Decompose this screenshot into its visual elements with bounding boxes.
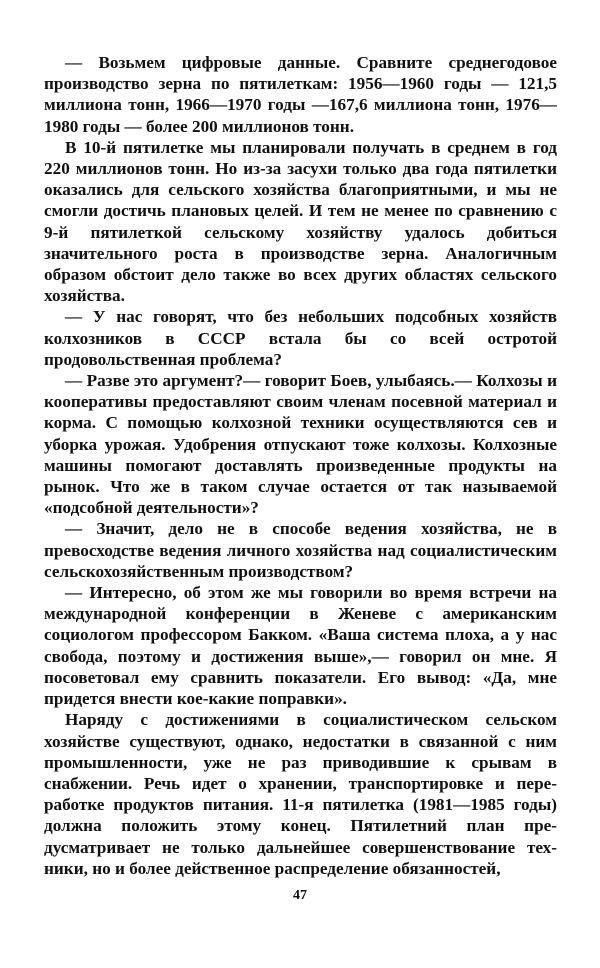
paragraph-tenth-five-year-plan: В 10-й пятилетке мы планировали получать в среднем в год 220 миллионов тонн. Но из-за засухи только два года пятилетки оказались для сельского хозяйства благоприятными, и мы не смогли достичь плановых целей. И тем не менее по сравнению с 9-й пятилеткой сельскому хозяйству удалось добиться значительного роста в производстве зерна. Аналогичным образом обстоит дело также во всех других областях сельского хозяйства. [44, 137, 557, 306]
paragraph-shortcomings: Наряду с достижениями в социалистическом сельском хозяйстве существуют, однако, недостатки в связанной с ним промышленности, уже не раз приводившие к срывам в снабжении. Речь идет о хранении, транспортировке и переработке продуктов питания. 11-я пятилетка (1981—1985 годы) должна положить этому конец. Пятилетний план предусматривает не только дальнейшее совершенствование техники, но и более действенное распределение обязанностей, [44, 710, 557, 878]
page-number: 47 [293, 888, 307, 903]
paragraph-boev-answer: — Разве это аргумент?— говорит Боев, улыбаясь.— Колхозы и кооперативы предоставляют своим членам посевной материал и корма. С помощью колхозной техники осуществляются сев и уборка урожая. Удобрения отпускают тоже колхозы. Колхозные машины помогают доставлять произведенные продукты на рынок. Что же в таком случае остается от так называемой «подсобной деятельности»? [44, 371, 557, 518]
paragraph-question-farming-method: — Значит, дело не в способе ведения хозяйства, не в превосходстве ведения личного хозяйства над социалистическим сельскохозяйственным производством? [44, 519, 557, 581]
paragraph-grain-figures: — Возьмем цифровые данные. Сравните среднегодовое производство зерна по пятилеткам: 1956—1960 годы — 121,5 миллиона тонн, 1966—1970 годы —167,6 миллиона тонн, 1976—1980 годы — более 200 миллионов тонн. [44, 53, 557, 136]
page-body [44, 52, 557, 879]
paragraph-geneva-conference: — Интересно, об этом же мы говорили во время встречи на международной конференции в Женеве с американским социологом профессором Бакком. «Ваша система плоха, а у нас свобода, поэтому и достижения выше»,— говорил он мне. Я посоветовал ему сравнить показатели. Его вывод: «Да, мне придется внести кое-какие поправки». [44, 583, 557, 709]
paragraph-question-subsidiary-farms: — У нас говорят, что без небольших подсобных хозяйств колхозников в СССР встала бы со всей остротой продовольственная проблема? [44, 307, 557, 369]
